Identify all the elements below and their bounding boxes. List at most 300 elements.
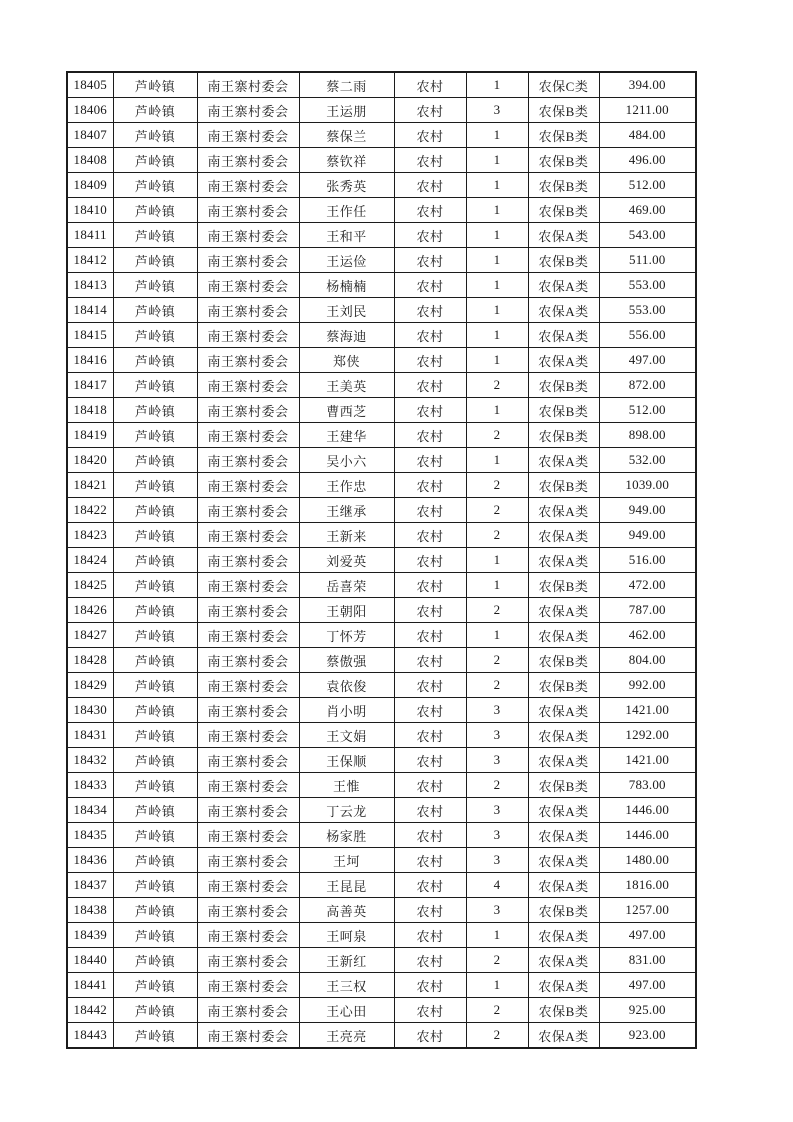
cell-headcount: 2 <box>466 998 528 1023</box>
cell-amount: 1446.00 <box>599 823 696 848</box>
cell-insurance-class: 农保A类 <box>528 298 599 323</box>
cell-town: 芦岭镇 <box>113 873 197 898</box>
cell-headcount: 1 <box>466 248 528 273</box>
cell-insurance-class: 农保A类 <box>528 548 599 573</box>
cell-town: 芦岭镇 <box>113 898 197 923</box>
cell-town: 芦岭镇 <box>113 298 197 323</box>
cell-headcount: 3 <box>466 848 528 873</box>
cell-person-name: 王呵泉 <box>299 923 394 948</box>
cell-town: 芦岭镇 <box>113 673 197 698</box>
cell-resident-category: 农村 <box>394 72 466 98</box>
cell-insurance-class: 农保A类 <box>528 223 599 248</box>
cell-insurance-class: 农保A类 <box>528 723 599 748</box>
cell-headcount: 1 <box>466 448 528 473</box>
cell-amount: 1421.00 <box>599 748 696 773</box>
cell-village-committee: 南王寨村委会 <box>197 348 299 373</box>
cell-serial: 18437 <box>67 873 113 898</box>
cell-amount: 923.00 <box>599 1023 696 1049</box>
cell-resident-category: 农村 <box>394 823 466 848</box>
cell-town: 芦岭镇 <box>113 1023 197 1049</box>
cell-village-committee: 南王寨村委会 <box>197 948 299 973</box>
cell-amount: 497.00 <box>599 923 696 948</box>
cell-resident-category: 农村 <box>394 548 466 573</box>
cell-village-committee: 南王寨村委会 <box>197 523 299 548</box>
cell-headcount: 3 <box>466 823 528 848</box>
cell-person-name: 王坷 <box>299 848 394 873</box>
table-row <box>67 823 696 848</box>
cell-village-committee: 南王寨村委会 <box>197 598 299 623</box>
cell-person-name: 王作任 <box>299 198 394 223</box>
cell-town: 芦岭镇 <box>113 323 197 348</box>
cell-serial: 18427 <box>67 623 113 648</box>
cell-resident-category: 农村 <box>394 648 466 673</box>
cell-amount: 949.00 <box>599 498 696 523</box>
cell-insurance-class: 农保B类 <box>528 998 599 1023</box>
table-row <box>67 223 696 248</box>
cell-amount: 512.00 <box>599 398 696 423</box>
cell-insurance-class: 农保B类 <box>528 898 599 923</box>
cell-insurance-class: 农保B类 <box>528 123 599 148</box>
cell-town: 芦岭镇 <box>113 648 197 673</box>
cell-headcount: 2 <box>466 1023 528 1049</box>
cell-amount: 1816.00 <box>599 873 696 898</box>
cell-village-committee: 南王寨村委会 <box>197 423 299 448</box>
cell-person-name: 丁怀芳 <box>299 623 394 648</box>
cell-headcount: 1 <box>466 148 528 173</box>
table-row <box>67 273 696 298</box>
cell-village-committee: 南王寨村委会 <box>197 298 299 323</box>
cell-village-committee: 南王寨村委会 <box>197 873 299 898</box>
cell-town: 芦岭镇 <box>113 573 197 598</box>
cell-village-committee: 南王寨村委会 <box>197 398 299 423</box>
cell-village-committee: 南王寨村委会 <box>197 148 299 173</box>
cell-insurance-class: 农保A类 <box>528 798 599 823</box>
cell-headcount: 1 <box>466 548 528 573</box>
cell-headcount: 1 <box>466 123 528 148</box>
cell-resident-category: 农村 <box>394 223 466 248</box>
cell-insurance-class: 农保B类 <box>528 148 599 173</box>
cell-person-name: 王美英 <box>299 373 394 398</box>
cell-town: 芦岭镇 <box>113 998 197 1023</box>
cell-serial: 18439 <box>67 923 113 948</box>
table-row <box>67 523 696 548</box>
cell-insurance-class: 农保B类 <box>528 573 599 598</box>
cell-resident-category: 农村 <box>394 573 466 598</box>
cell-town: 芦岭镇 <box>113 273 197 298</box>
cell-amount: 512.00 <box>599 173 696 198</box>
cell-resident-category: 农村 <box>394 948 466 973</box>
table-row <box>67 973 696 998</box>
table-row <box>67 898 696 923</box>
cell-resident-category: 农村 <box>394 873 466 898</box>
cell-town: 芦岭镇 <box>113 373 197 398</box>
cell-person-name: 王心田 <box>299 998 394 1023</box>
cell-insurance-class: 农保A类 <box>528 1023 599 1049</box>
cell-town: 芦岭镇 <box>113 823 197 848</box>
cell-resident-category: 农村 <box>394 748 466 773</box>
cell-town: 芦岭镇 <box>113 723 197 748</box>
cell-town: 芦岭镇 <box>113 72 197 98</box>
cell-amount: 511.00 <box>599 248 696 273</box>
cell-amount: 394.00 <box>599 72 696 98</box>
cell-town: 芦岭镇 <box>113 398 197 423</box>
cell-amount: 497.00 <box>599 348 696 373</box>
table-row <box>67 423 696 448</box>
cell-town: 芦岭镇 <box>113 598 197 623</box>
cell-insurance-class: 农保B类 <box>528 773 599 798</box>
cell-village-committee: 南王寨村委会 <box>197 498 299 523</box>
cell-amount: 516.00 <box>599 548 696 573</box>
cell-person-name: 曹西芝 <box>299 398 394 423</box>
cell-person-name: 王运朋 <box>299 98 394 123</box>
cell-resident-category: 农村 <box>394 673 466 698</box>
cell-amount: 462.00 <box>599 623 696 648</box>
cell-amount: 553.00 <box>599 298 696 323</box>
cell-insurance-class: 农保A类 <box>528 848 599 873</box>
cell-resident-category: 农村 <box>394 498 466 523</box>
cell-village-committee: 南王寨村委会 <box>197 623 299 648</box>
cell-serial: 18442 <box>67 998 113 1023</box>
cell-town: 芦岭镇 <box>113 848 197 873</box>
cell-resident-category: 农村 <box>394 273 466 298</box>
cell-amount: 831.00 <box>599 948 696 973</box>
cell-resident-category: 农村 <box>394 723 466 748</box>
cell-person-name: 王建华 <box>299 423 394 448</box>
table-row <box>67 673 696 698</box>
cell-insurance-class: 农保A类 <box>528 948 599 973</box>
cell-village-committee: 南王寨村委会 <box>197 123 299 148</box>
cell-amount: 469.00 <box>599 198 696 223</box>
cell-resident-category: 农村 <box>394 248 466 273</box>
table-row <box>67 72 696 98</box>
cell-village-committee: 南王寨村委会 <box>197 798 299 823</box>
cell-insurance-class: 农保B类 <box>528 673 599 698</box>
cell-headcount: 2 <box>466 648 528 673</box>
cell-town: 芦岭镇 <box>113 798 197 823</box>
cell-serial: 18425 <box>67 573 113 598</box>
cell-village-committee: 南王寨村委会 <box>197 773 299 798</box>
table-row <box>67 648 696 673</box>
table-row <box>67 598 696 623</box>
cell-amount: 1211.00 <box>599 98 696 123</box>
cell-serial: 18416 <box>67 348 113 373</box>
cell-amount: 1480.00 <box>599 848 696 873</box>
cell-town: 芦岭镇 <box>113 223 197 248</box>
cell-resident-category: 农村 <box>394 598 466 623</box>
table-row <box>67 298 696 323</box>
cell-serial: 18406 <box>67 98 113 123</box>
cell-amount: 898.00 <box>599 423 696 448</box>
cell-insurance-class: 农保A类 <box>528 748 599 773</box>
cell-resident-category: 农村 <box>394 298 466 323</box>
cell-headcount: 3 <box>466 98 528 123</box>
cell-person-name: 王新红 <box>299 948 394 973</box>
cell-insurance-class: 农保B类 <box>528 98 599 123</box>
cell-amount: 1421.00 <box>599 698 696 723</box>
cell-resident-category: 农村 <box>394 523 466 548</box>
cell-town: 芦岭镇 <box>113 448 197 473</box>
cell-serial: 18420 <box>67 448 113 473</box>
table-row <box>67 348 696 373</box>
table-row <box>67 998 696 1023</box>
cell-person-name: 王刘民 <box>299 298 394 323</box>
cell-person-name: 吴小六 <box>299 448 394 473</box>
cell-insurance-class: 农保A类 <box>528 273 599 298</box>
cell-person-name: 王和平 <box>299 223 394 248</box>
cell-person-name: 王昆昆 <box>299 873 394 898</box>
cell-amount: 804.00 <box>599 648 696 673</box>
table-row <box>67 198 696 223</box>
cell-serial: 18410 <box>67 198 113 223</box>
cell-headcount: 3 <box>466 748 528 773</box>
cell-serial: 18409 <box>67 173 113 198</box>
table-row <box>67 498 696 523</box>
cell-village-committee: 南王寨村委会 <box>197 223 299 248</box>
cell-village-committee: 南王寨村委会 <box>197 748 299 773</box>
cell-person-name: 袁依俊 <box>299 673 394 698</box>
cell-village-committee: 南王寨村委会 <box>197 898 299 923</box>
cell-serial: 18433 <box>67 773 113 798</box>
cell-person-name: 岳喜荣 <box>299 573 394 598</box>
table-row <box>67 723 696 748</box>
cell-town: 芦岭镇 <box>113 473 197 498</box>
cell-resident-category: 农村 <box>394 773 466 798</box>
cell-headcount: 1 <box>466 923 528 948</box>
cell-village-committee: 南王寨村委会 <box>197 673 299 698</box>
cell-resident-category: 农村 <box>394 623 466 648</box>
cell-serial: 18415 <box>67 323 113 348</box>
cell-amount: 925.00 <box>599 998 696 1023</box>
cell-resident-category: 农村 <box>394 148 466 173</box>
cell-insurance-class: 农保B类 <box>528 373 599 398</box>
cell-amount: 472.00 <box>599 573 696 598</box>
cell-village-committee: 南王寨村委会 <box>197 698 299 723</box>
cell-village-committee: 南王寨村委会 <box>197 448 299 473</box>
table-row <box>67 698 696 723</box>
cell-resident-category: 农村 <box>394 448 466 473</box>
cell-serial: 18443 <box>67 1023 113 1049</box>
cell-insurance-class: 农保B类 <box>528 473 599 498</box>
cell-person-name: 王朝阳 <box>299 598 394 623</box>
cell-amount: 1446.00 <box>599 798 696 823</box>
cell-town: 芦岭镇 <box>113 423 197 448</box>
cell-resident-category: 农村 <box>394 698 466 723</box>
cell-town: 芦岭镇 <box>113 523 197 548</box>
table-row <box>67 173 696 198</box>
cell-serial: 18414 <box>67 298 113 323</box>
table-row <box>67 748 696 773</box>
cell-insurance-class: 农保A类 <box>528 448 599 473</box>
cell-insurance-class: 农保A类 <box>528 873 599 898</box>
cell-village-committee: 南王寨村委会 <box>197 823 299 848</box>
table-row <box>67 473 696 498</box>
cell-person-name: 蔡保兰 <box>299 123 394 148</box>
cell-serial: 18426 <box>67 598 113 623</box>
cell-insurance-class: 农保A类 <box>528 598 599 623</box>
cell-village-committee: 南王寨村委会 <box>197 98 299 123</box>
table-row <box>67 873 696 898</box>
cell-village-committee: 南王寨村委会 <box>197 473 299 498</box>
cell-insurance-class: 农保A类 <box>528 823 599 848</box>
cell-insurance-class: 农保B类 <box>528 648 599 673</box>
cell-insurance-class: 农保A类 <box>528 348 599 373</box>
cell-person-name: 蔡二雨 <box>299 72 394 98</box>
cell-person-name: 王新来 <box>299 523 394 548</box>
cell-village-committee: 南王寨村委会 <box>197 548 299 573</box>
cell-person-name: 王亮亮 <box>299 1023 394 1049</box>
cell-amount: 872.00 <box>599 373 696 398</box>
table-row <box>67 773 696 798</box>
cell-serial: 18418 <box>67 398 113 423</box>
cell-headcount: 3 <box>466 798 528 823</box>
cell-serial: 18430 <box>67 698 113 723</box>
cell-resident-category: 农村 <box>394 398 466 423</box>
cell-town: 芦岭镇 <box>113 973 197 998</box>
cell-resident-category: 农村 <box>394 998 466 1023</box>
cell-headcount: 1 <box>466 72 528 98</box>
cell-headcount: 1 <box>466 623 528 648</box>
cell-person-name: 王惟 <box>299 773 394 798</box>
cell-insurance-class: 农保A类 <box>528 323 599 348</box>
cell-resident-category: 农村 <box>394 173 466 198</box>
cell-person-name: 肖小明 <box>299 698 394 723</box>
cell-amount: 992.00 <box>599 673 696 698</box>
cell-serial: 18431 <box>67 723 113 748</box>
table-row <box>67 1023 696 1049</box>
cell-headcount: 1 <box>466 323 528 348</box>
cell-resident-category: 农村 <box>394 373 466 398</box>
cell-amount: 1257.00 <box>599 898 696 923</box>
cell-serial: 18429 <box>67 673 113 698</box>
cell-serial: 18436 <box>67 848 113 873</box>
cell-amount: 497.00 <box>599 973 696 998</box>
cell-town: 芦岭镇 <box>113 198 197 223</box>
cell-insurance-class: 农保B类 <box>528 173 599 198</box>
cell-serial: 18440 <box>67 948 113 973</box>
cell-village-committee: 南王寨村委会 <box>197 198 299 223</box>
cell-amount: 1039.00 <box>599 473 696 498</box>
cell-town: 芦岭镇 <box>113 123 197 148</box>
cell-insurance-class: 农保A类 <box>528 973 599 998</box>
cell-serial: 18434 <box>67 798 113 823</box>
table-row <box>67 573 696 598</box>
cell-resident-category: 农村 <box>394 848 466 873</box>
cell-headcount: 2 <box>466 598 528 623</box>
cell-village-committee: 南王寨村委会 <box>197 723 299 748</box>
table-row <box>67 948 696 973</box>
cell-town: 芦岭镇 <box>113 748 197 773</box>
cell-resident-category: 农村 <box>394 973 466 998</box>
cell-town: 芦岭镇 <box>113 498 197 523</box>
cell-amount: 787.00 <box>599 598 696 623</box>
table-row <box>67 398 696 423</box>
cell-town: 芦岭镇 <box>113 98 197 123</box>
cell-headcount: 1 <box>466 398 528 423</box>
cell-headcount: 2 <box>466 948 528 973</box>
cell-headcount: 4 <box>466 873 528 898</box>
cell-serial: 18411 <box>67 223 113 248</box>
cell-village-committee: 南王寨村委会 <box>197 173 299 198</box>
cell-person-name: 王文娟 <box>299 723 394 748</box>
cell-person-name: 杨楠楠 <box>299 273 394 298</box>
benefit-roster-table <box>66 71 697 1049</box>
cell-amount: 496.00 <box>599 148 696 173</box>
table-row <box>67 923 696 948</box>
cell-resident-category: 农村 <box>394 1023 466 1049</box>
cell-insurance-class: 农保A类 <box>528 523 599 548</box>
cell-headcount: 1 <box>466 298 528 323</box>
cell-town: 芦岭镇 <box>113 173 197 198</box>
table-row <box>67 148 696 173</box>
cell-insurance-class: 农保A类 <box>528 923 599 948</box>
cell-headcount: 1 <box>466 273 528 298</box>
cell-serial: 18428 <box>67 648 113 673</box>
table-row <box>67 798 696 823</box>
cell-headcount: 2 <box>466 673 528 698</box>
cell-amount: 783.00 <box>599 773 696 798</box>
cell-town: 芦岭镇 <box>113 773 197 798</box>
cell-headcount: 3 <box>466 723 528 748</box>
cell-serial: 18438 <box>67 898 113 923</box>
cell-insurance-class: 农保B类 <box>528 248 599 273</box>
table-row <box>67 548 696 573</box>
cell-resident-category: 农村 <box>394 423 466 448</box>
cell-insurance-class: 农保B类 <box>528 423 599 448</box>
cell-resident-category: 农村 <box>394 348 466 373</box>
cell-amount: 556.00 <box>599 323 696 348</box>
table-row <box>67 373 696 398</box>
cell-serial: 18417 <box>67 373 113 398</box>
table-row <box>67 98 696 123</box>
cell-serial: 18441 <box>67 973 113 998</box>
cell-headcount: 2 <box>466 498 528 523</box>
cell-village-committee: 南王寨村委会 <box>197 273 299 298</box>
table-row <box>67 448 696 473</box>
cell-person-name: 杨家胜 <box>299 823 394 848</box>
cell-amount: 543.00 <box>599 223 696 248</box>
cell-headcount: 1 <box>466 973 528 998</box>
cell-headcount: 2 <box>466 773 528 798</box>
cell-resident-category: 农村 <box>394 473 466 498</box>
cell-person-name: 蔡傲强 <box>299 648 394 673</box>
cell-person-name: 张秀英 <box>299 173 394 198</box>
cell-person-name: 高善英 <box>299 898 394 923</box>
cell-insurance-class: 农保A类 <box>528 698 599 723</box>
cell-headcount: 3 <box>466 898 528 923</box>
cell-serial: 18424 <box>67 548 113 573</box>
table-row <box>67 123 696 148</box>
cell-serial: 18435 <box>67 823 113 848</box>
cell-resident-category: 农村 <box>394 898 466 923</box>
cell-headcount: 2 <box>466 523 528 548</box>
cell-village-committee: 南王寨村委会 <box>197 573 299 598</box>
cell-amount: 553.00 <box>599 273 696 298</box>
cell-amount: 949.00 <box>599 523 696 548</box>
cell-insurance-class: 农保A类 <box>528 623 599 648</box>
cell-headcount: 2 <box>466 373 528 398</box>
cell-resident-category: 农村 <box>394 98 466 123</box>
cell-village-committee: 南王寨村委会 <box>197 373 299 398</box>
cell-person-name: 王三权 <box>299 973 394 998</box>
cell-headcount: 1 <box>466 573 528 598</box>
cell-town: 芦岭镇 <box>113 623 197 648</box>
cell-town: 芦岭镇 <box>113 148 197 173</box>
cell-village-committee: 南王寨村委会 <box>197 923 299 948</box>
cell-resident-category: 农村 <box>394 798 466 823</box>
cell-serial: 18422 <box>67 498 113 523</box>
cell-town: 芦岭镇 <box>113 923 197 948</box>
cell-headcount: 1 <box>466 173 528 198</box>
